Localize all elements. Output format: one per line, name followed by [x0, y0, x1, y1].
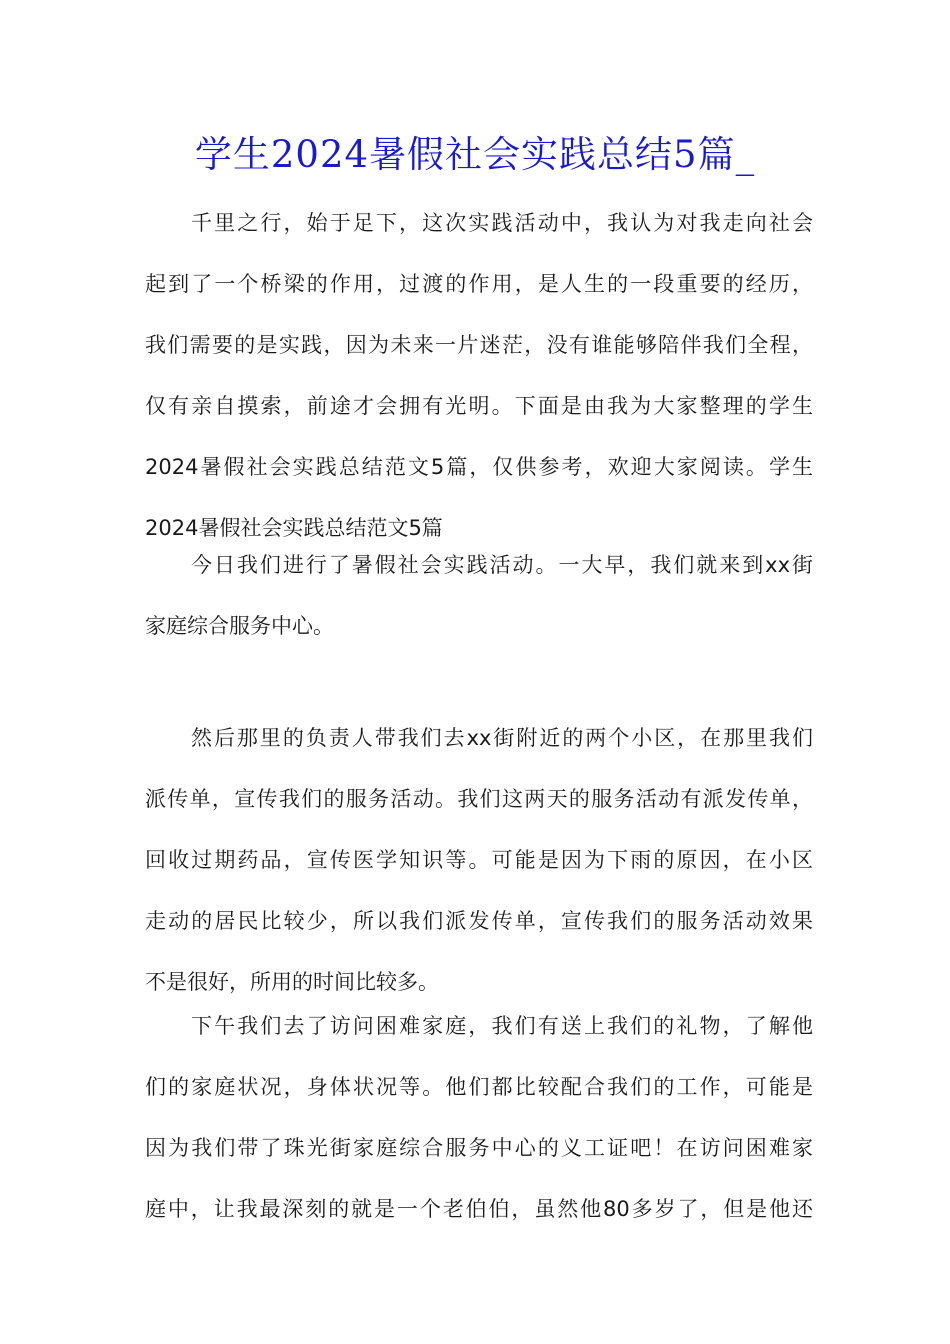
- paragraph-line: 千里之行，始于足下，这次实践活动中，我认为对我走向社会: [191, 211, 813, 235]
- paragraph-line: 2024暑假社会实践总结范文5篇: [145, 516, 443, 540]
- paragraph-line: 们的家庭状况，身体状况等。他们都比较配合我们的工作，可能是: [145, 1075, 813, 1099]
- paragraph-1: [145, 193, 813, 559]
- paragraph-4: [145, 996, 813, 1240]
- document-title: 学生2024暑假社会实践总结5篇_: [194, 133, 756, 176]
- paragraph-line: 仅有亲自摸索，前途才会拥有光明。下面是由我为大家整理的学生: [145, 394, 813, 418]
- paragraph-line: 因为我们带了珠光街家庭综合服务中心的义工证吧！在访问困难家: [145, 1136, 813, 1160]
- paragraph-line: 然后那里的负责人带我们去xx街附近的两个小区，在那里我们: [191, 726, 813, 750]
- paragraph-line: 庭中，让我最深刻的就是一个老伯伯，虽然他80多岁了，但是他还: [145, 1197, 813, 1221]
- paragraph-line: 走动的居民比较少，所以我们派发传单，宣传我们的服务活动效果: [145, 909, 813, 933]
- paragraph-3: [145, 708, 813, 1013]
- paragraph-line: 不是很好，所用的时间比较多。: [145, 970, 439, 994]
- paragraph-line: 家庭综合服务中心。: [145, 614, 334, 638]
- paragraph-2: [145, 535, 813, 657]
- paragraph-line: 我们需要的是实践，因为未来一片迷茫，没有谁能够陪伴我们全程，: [145, 333, 813, 357]
- paragraph-line: 派传单，宣传我们的服务活动。我们这两天的服务活动有派发传单，: [145, 787, 813, 811]
- paragraph-line: 回收过期药品，宣传医学知识等。可能是因为下雨的原因，在小区: [145, 848, 813, 872]
- paragraph-line: 下午我们去了访问困难家庭，我们有送上我们的礼物，了解他: [191, 1014, 813, 1038]
- paragraph-line: 今日我们进行了暑假社会实践活动。一大早，我们就来到xx街: [191, 553, 813, 577]
- paragraph-line: 2024暑假社会实践总结范文5篇，仅供参考，欢迎大家阅读。学生: [145, 455, 813, 479]
- paragraph-line: 起到了一个桥梁的作用，过渡的作用，是人生的一段重要的经历，: [145, 272, 813, 296]
